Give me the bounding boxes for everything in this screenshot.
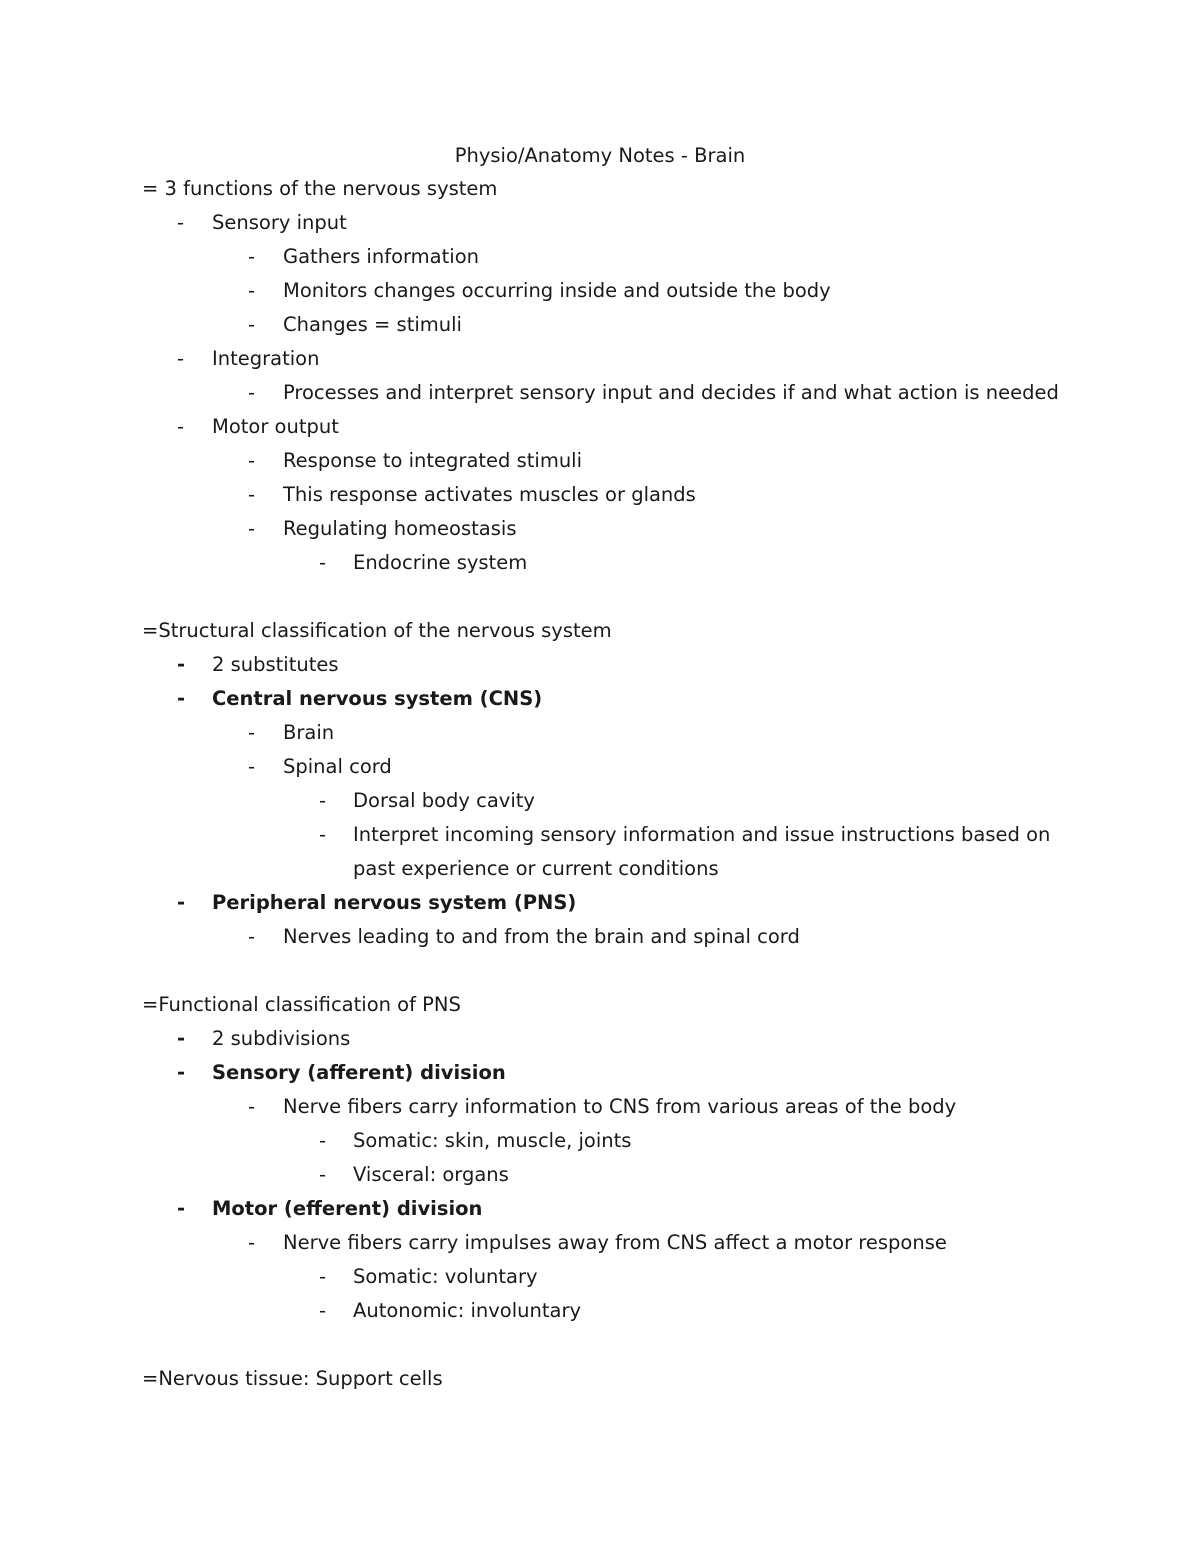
bullet-item: [142, 447, 1062, 481]
bullet-item: [142, 685, 1062, 719]
bullet-item: [142, 1127, 1062, 1161]
bullet-dash: -: [248, 381, 256, 404]
line-text: =Structural classification of the nervous system: [142, 619, 612, 642]
line-text: Integration: [212, 347, 320, 370]
bullet-item: [142, 923, 1062, 957]
bullet-dash: -: [177, 891, 186, 914]
bullet-dash: -: [248, 245, 256, 268]
line-text: Nerves leading to and from the brain and spinal cord: [283, 925, 800, 948]
line-text: past experience or current conditions: [353, 857, 719, 880]
bullet-item: [142, 1025, 1062, 1059]
bullet-item: [142, 1297, 1062, 1331]
line-text: Motor (efferent) division: [212, 1197, 483, 1220]
bullet-dash: -: [177, 1027, 186, 1050]
section-heading: [142, 991, 1062, 1025]
bullet-item: [142, 243, 1062, 277]
line-text: Response to integrated stimuli: [283, 449, 583, 472]
line-text: Dorsal body cavity: [353, 789, 535, 812]
bullet-item: [142, 1263, 1062, 1297]
bullet-item: [142, 889, 1062, 923]
bullet-item: [142, 1229, 1062, 1263]
line-text: Sensory (afferent) division: [212, 1061, 506, 1084]
bullet-dash: -: [319, 1265, 327, 1288]
bullet-item: [142, 209, 1062, 243]
bullet-dash: -: [177, 687, 186, 710]
bullet-item: [142, 821, 1062, 855]
bullet-item: [142, 277, 1062, 311]
section-heading: [142, 617, 1062, 651]
bullet-item: [142, 413, 1062, 447]
bullet-item: [142, 515, 1062, 549]
line-text: Somatic: voluntary: [353, 1265, 538, 1288]
line-text: Peripheral nervous system (PNS): [212, 891, 577, 914]
bullet-item: [142, 481, 1062, 515]
bullet-dash: -: [319, 551, 327, 574]
blank-line: [142, 1331, 1062, 1365]
line-text: Gathers information: [283, 245, 479, 268]
bullet-dash: -: [177, 211, 185, 234]
line-text: This response activates muscles or glands: [283, 483, 696, 506]
bullet-dash: -: [319, 1299, 327, 1322]
bullet-dash: -: [248, 449, 256, 472]
line-text: Autonomic: involuntary: [353, 1299, 582, 1322]
document-title: Physio/Anatomy Notes - Brain: [454, 144, 746, 167]
line-text: Central nervous system (CNS): [212, 687, 543, 710]
bullet-item: [142, 719, 1062, 753]
bullet-item: [142, 1161, 1062, 1195]
bullet-item: [142, 1059, 1062, 1093]
line-text: Sensory input: [212, 211, 347, 234]
line-text: Changes = stimuli: [283, 313, 462, 336]
bullet-dash: -: [248, 1095, 256, 1118]
line-text: = 3 functions of the nervous system: [142, 177, 498, 200]
bullet-dash: -: [319, 1129, 327, 1152]
line-text: Motor output: [212, 415, 339, 438]
bullet-dash: -: [319, 823, 327, 846]
bullet-dash: -: [248, 517, 256, 540]
bullet-dash: -: [248, 279, 256, 302]
bullet-dash: -: [177, 1061, 186, 1084]
line-text: Spinal cord: [283, 755, 392, 778]
bullet-dash: -: [177, 415, 185, 438]
line-text: Nerve fibers carry information to CNS from various areas of the body: [283, 1095, 957, 1118]
line-text: =Nervous tissue: Support cells: [142, 1367, 443, 1390]
bullet-dash: -: [319, 1163, 327, 1186]
section-heading: [142, 1365, 1062, 1399]
bullet-item: [142, 379, 1062, 413]
bullet-dash: -: [248, 925, 256, 948]
section-heading: [142, 175, 1062, 209]
bullet-dash: -: [248, 313, 256, 336]
bullet-dash: -: [248, 483, 256, 506]
line-text: Processes and interpret sensory input and decides if and what action is needed: [283, 381, 1059, 404]
bullet-item: [142, 549, 1062, 583]
bullet-item: [142, 1093, 1062, 1127]
notes-body: [142, 175, 1062, 1399]
bullet-dash: -: [248, 1231, 256, 1254]
line-text: Nerve fibers carry impulses away from CNS affect a motor response: [283, 1231, 947, 1254]
line-text: 2 substitutes: [212, 653, 339, 676]
line-text: 2 subdivisions: [212, 1027, 351, 1050]
bullet-dash: -: [319, 789, 327, 812]
bullet-item: [142, 345, 1062, 379]
bullet-item: [142, 1195, 1062, 1229]
bullet-item: [142, 787, 1062, 821]
line-text: Brain: [283, 721, 335, 744]
line-text: =Functional classification of PNS: [142, 993, 461, 1016]
line-text: Interpret incoming sensory information and issue instructions based on: [353, 823, 1051, 846]
bullet-dash: -: [248, 755, 256, 778]
bullet-dash: -: [177, 653, 186, 676]
bullet-item: [142, 651, 1062, 685]
line-text: Monitors changes occurring inside and outside the body: [283, 279, 831, 302]
line-text: Regulating homeostasis: [283, 517, 517, 540]
bullet-dash: -: [177, 347, 185, 370]
line-text: Somatic: skin, muscle, joints: [353, 1129, 632, 1152]
bullet-item: [142, 311, 1062, 345]
blank-line: [142, 583, 1062, 617]
bullet-dash: -: [177, 1197, 186, 1220]
bullet-item: [142, 753, 1062, 787]
blank-line: [142, 957, 1062, 991]
bullet-dash: -: [248, 721, 256, 744]
line-text: Endocrine system: [353, 551, 528, 574]
bullet-item: [142, 855, 1062, 889]
line-text: Visceral: organs: [353, 1163, 509, 1186]
